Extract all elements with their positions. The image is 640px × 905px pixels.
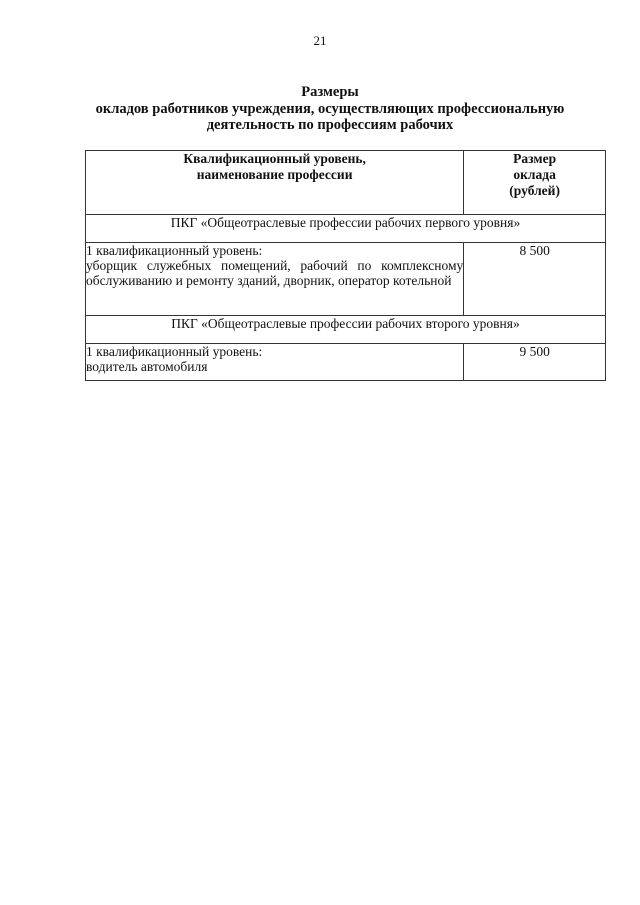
profession-list: уборщик служебных помещений, рабочий по комплексному обслуживанию и ремонту зданий, дворник, оператор котельной [86,258,464,288]
header-name-line-2: наименование профессии [196,167,353,182]
group-title-2: ПКГ «Общеотраслевые профессии рабочих второго уровня» [86,316,606,344]
profession-list: водитель автомобиля [86,359,208,374]
header-salary [464,151,606,215]
qualification-cell [86,344,464,381]
title-line-1: Размеры [301,84,359,100]
header-salary-line-2: оклада [513,167,556,182]
header-salary-line-3: (рублей) [509,183,560,198]
group-title-1: ПКГ «Общеотраслевые профессии рабочих первого уровня» [86,215,606,243]
table-row [86,243,606,316]
table-row [86,344,606,381]
qualification-cell [86,243,464,316]
header-salary-line-1: Размер [513,151,557,166]
header-name-line-1: Квалификационный уровень, [183,151,366,166]
header-qualification-level [86,151,464,215]
qualification-level: 1 квалификационный уровень: [86,344,263,359]
document-title [60,84,600,134]
qualification-level: 1 квалификационный уровень: [86,243,263,258]
salary-value: 9 500 [464,344,606,381]
salary-table [85,150,606,381]
salary-value: 8 500 [464,243,606,316]
group-row [86,316,606,344]
title-line-3: деятельность по профессиям рабочих [206,117,454,133]
table-header-row [86,151,606,215]
page-number: 21 [313,33,327,48]
group-row [86,215,606,243]
title-line-2: окладов работников учреждения, осуществляющих профессиональную [95,100,565,117]
